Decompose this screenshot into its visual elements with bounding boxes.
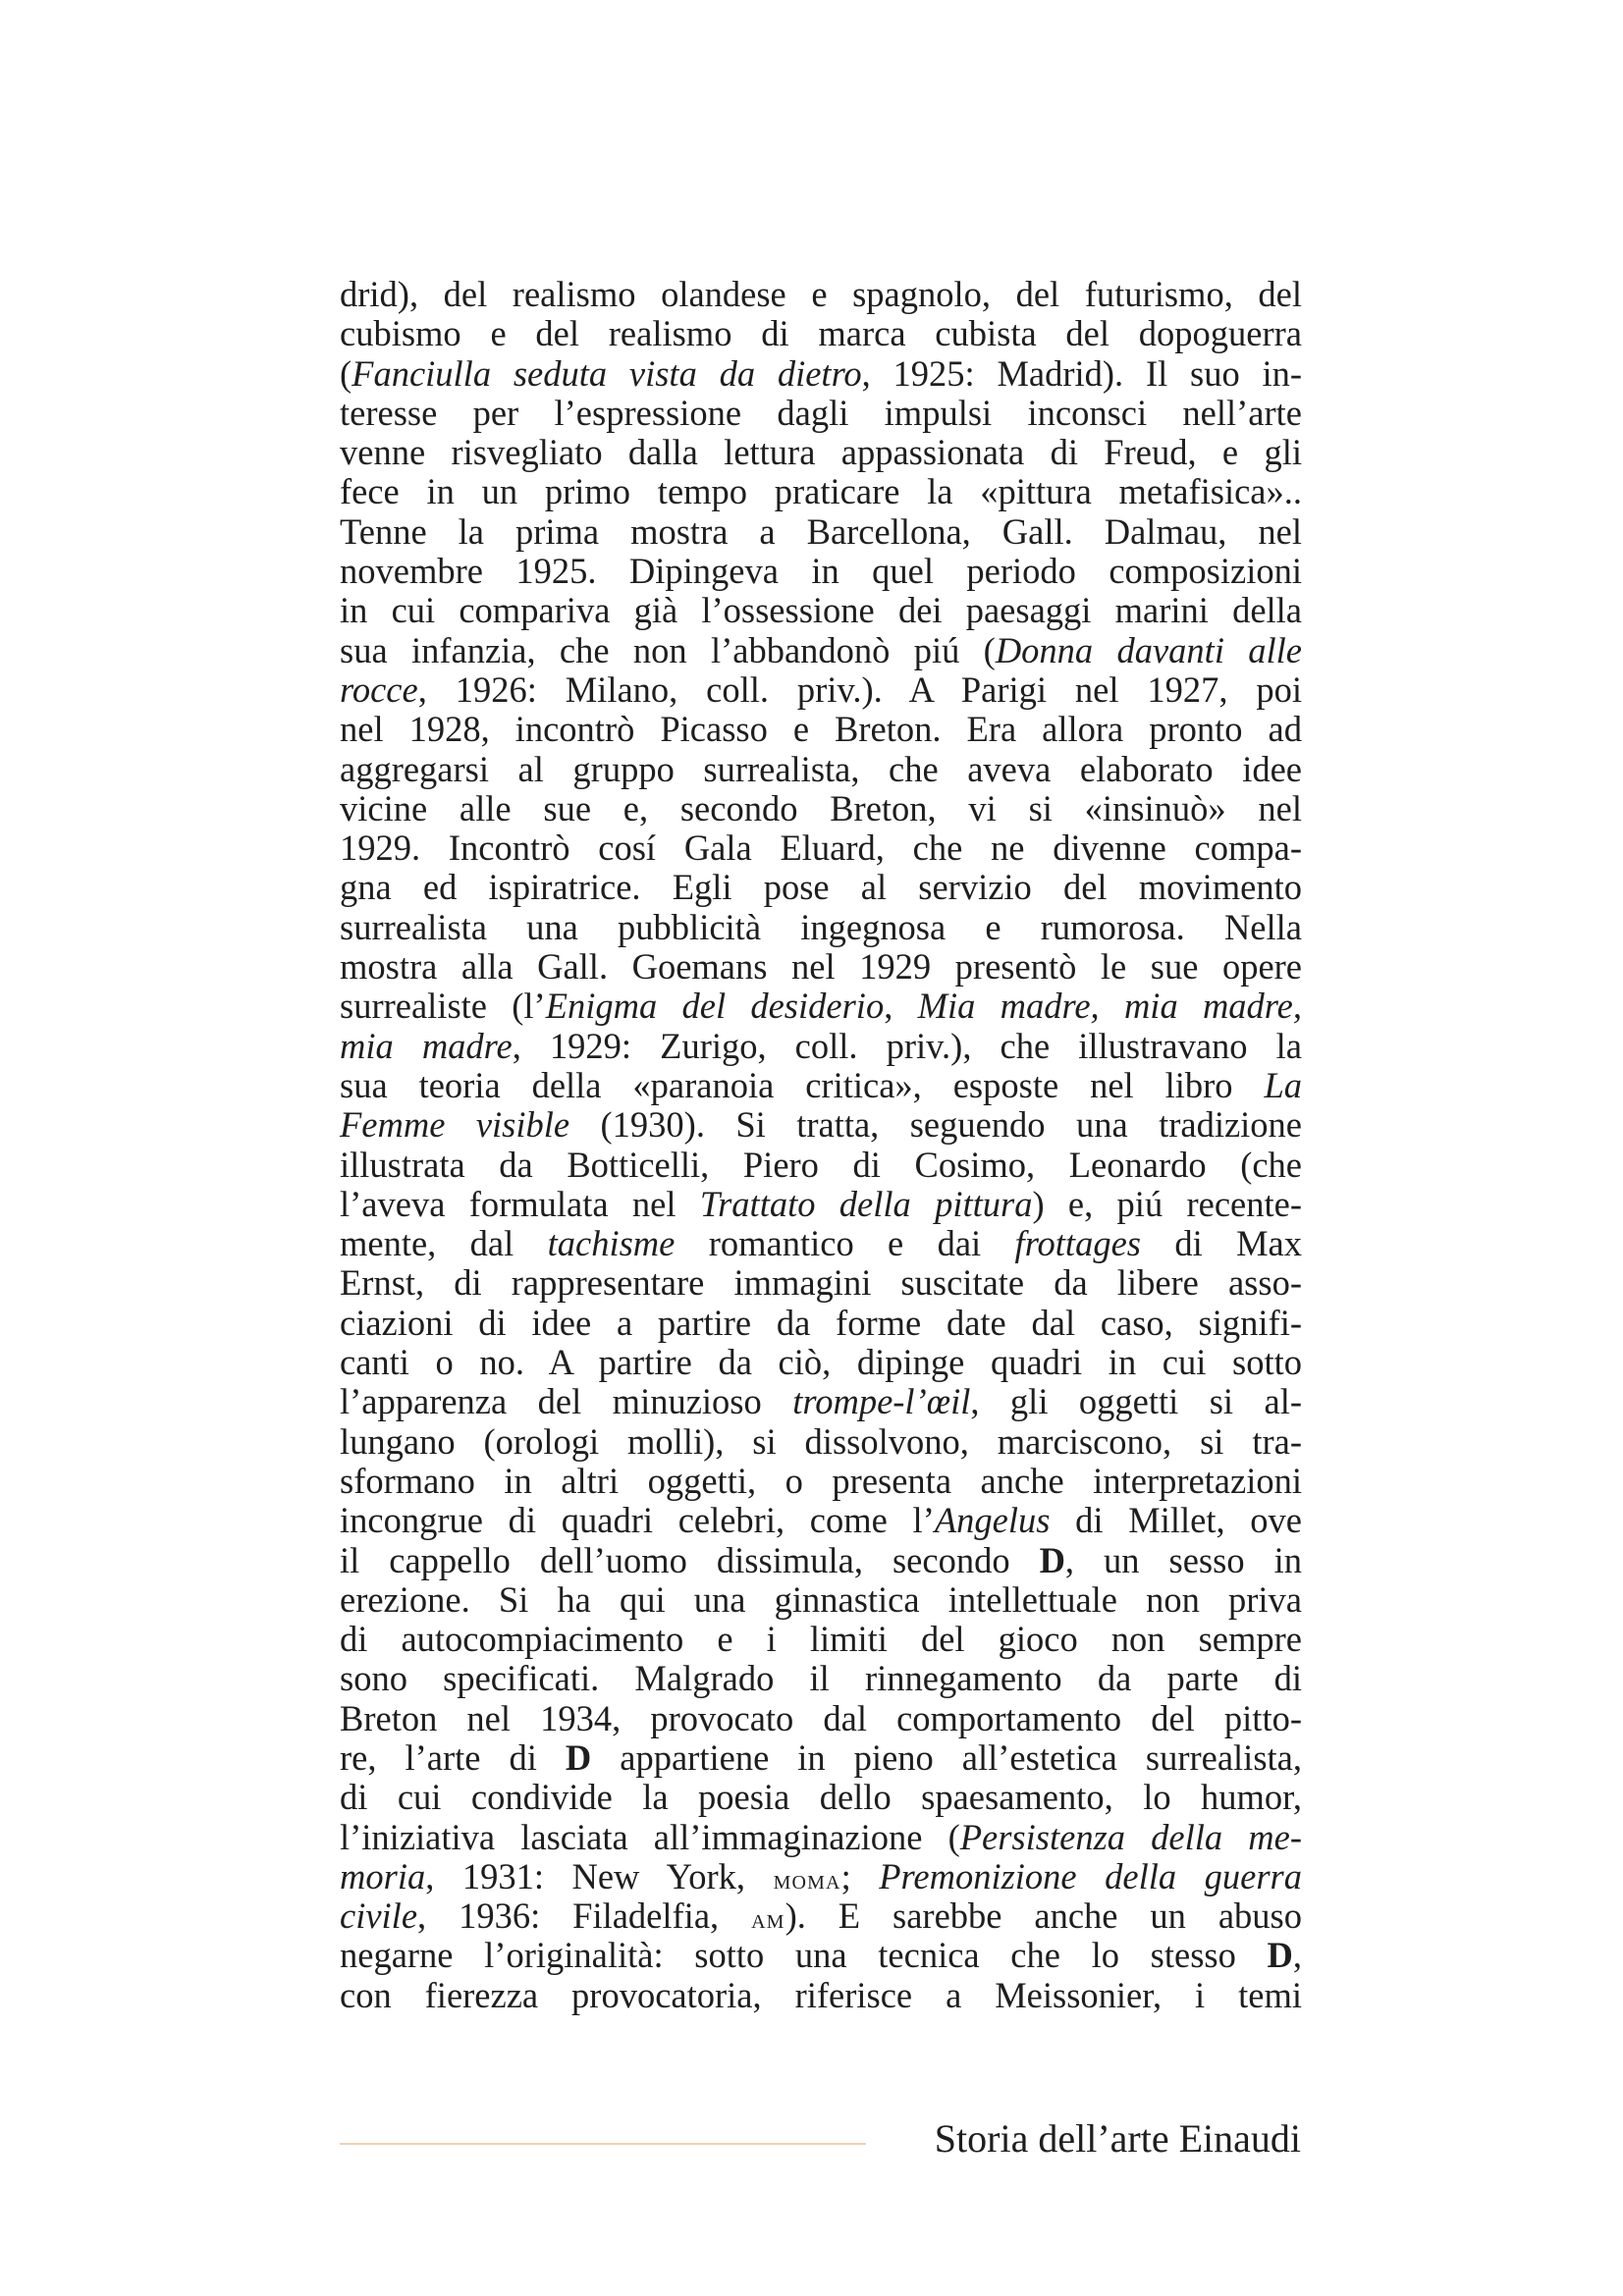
text-segment: vicine alle sue e, secondo Breton, vi si «insinuò» nel — [340, 787, 1302, 828]
text-line — [340, 1896, 1302, 1936]
text-line — [340, 1541, 1302, 1580]
bold-text: D — [1267, 1935, 1293, 1976]
footer-rule — [340, 2143, 866, 2145]
text-line — [340, 512, 1302, 552]
text-segment: il cappello dell’uomo dissimula, secondo — [340, 1539, 1040, 1580]
italic-text: trompe-l’œil — [792, 1381, 971, 1422]
italic-text: civile — [340, 1896, 418, 1937]
text-segment: drid), del realismo olandese e spagnolo, del futurismo, del — [340, 274, 1302, 314]
text-segment: l’apparenza del minuzioso — [340, 1381, 793, 1422]
text-segment: ) e, piú recente- — [1032, 1183, 1303, 1224]
text-segment: nel 1928, incontrò Picasso e Breton. Era allora pronto ad — [340, 709, 1302, 750]
text-segment: sua teoria della «paranoia critica», esposte nel libro — [340, 1064, 1265, 1105]
text-segment: Breton nel 1934, provocato dal comportamento del pitto- — [340, 1697, 1302, 1738]
text-segment: l’aveva formulata nel — [340, 1183, 700, 1224]
italic-text: Mia madre, mia madre, — [917, 986, 1302, 1027]
text-line — [340, 1462, 1302, 1501]
italic-text: Donna davanti alle — [995, 629, 1302, 670]
text-segment: in cui compariva già l’ossessione dei paesaggi marini della — [340, 590, 1302, 631]
text-line — [340, 314, 1302, 353]
text-segment: negarne l’originalità: sotto una tecnica che lo stesso — [340, 1935, 1268, 1976]
text-segment: incongrue di quadri celebri, come l’ — [340, 1500, 935, 1541]
text-segment: lungano (orologi molli), si dissolvono, marciscono, si tra- — [340, 1420, 1302, 1462]
text-segment: , 1936: Filadelfia, — [417, 1896, 752, 1937]
text-line — [340, 1818, 1302, 1857]
text-segment: surrealiste (l’ — [340, 986, 546, 1027]
text-segment: , — [1292, 1935, 1302, 1976]
italic-text: rocce — [340, 668, 418, 710]
italic-text: moria — [340, 1855, 426, 1896]
text-line — [340, 1699, 1302, 1738]
text-segment: di cui condivide la poesia dello spaesamento, lo humor, — [340, 1777, 1302, 1818]
text-line — [340, 631, 1302, 670]
text-segment: con fierezza provocatoria, riferisce a Meissonier, i temi — [340, 1974, 1302, 2015]
text-segment: ). E sarebbe anche un abuso — [784, 1896, 1303, 1937]
text-segment: (1930). Si tratta, seguendo una tradizione — [569, 1104, 1302, 1146]
text-segment: Ernst, di rappresentare immagini suscitate da libere asso- — [340, 1262, 1302, 1304]
text-line — [340, 1263, 1302, 1303]
text-line — [340, 1580, 1302, 1620]
text-line — [340, 1976, 1302, 2015]
italic-text: Premonizione della guerra — [879, 1855, 1302, 1896]
text-segment: , gli oggetti si al- — [970, 1381, 1303, 1422]
text-segment: , 1925: Madrid). Il suo in- — [861, 352, 1302, 394]
text-segment: mostra alla Gall. Goemans nel 1929 presentò le sue opere — [340, 946, 1302, 988]
text-line — [340, 1936, 1302, 1975]
body-text — [340, 275, 1302, 2015]
text-line — [340, 552, 1302, 591]
text-line — [340, 1304, 1302, 1343]
text-segment: gna ed ispiratrice. Egli pose al servizio del movimento — [340, 867, 1302, 908]
text-segment: fece in un primo tempo praticare la «pittura metafisica».. — [340, 471, 1302, 512]
italic-text: Persistenza della me- — [959, 1816, 1302, 1857]
text-segment: sono specificati. Malgrado il rinnegamento da parte di — [340, 1658, 1302, 1699]
text-line — [340, 433, 1302, 472]
text-line — [340, 1659, 1302, 1698]
text-line — [340, 1501, 1302, 1540]
text-line — [340, 1382, 1302, 1421]
text-line — [340, 1857, 1302, 1896]
text-segment: illustrata da Botticelli, Piero di Cosimo, Leonardo (che — [340, 1144, 1302, 1185]
text-segment: , 1926: Milano, coll. priv.). A Parigi nel 1927, poi — [417, 668, 1302, 710]
text-segment: re, l’arte di — [340, 1736, 566, 1778]
text-segment: mente, dal — [340, 1223, 548, 1264]
text-line — [340, 1620, 1302, 1659]
text-line — [340, 394, 1302, 433]
text-line — [340, 710, 1302, 749]
text-segment: erezione. Si ha qui una ginnastica intellettuale non priva — [340, 1578, 1302, 1620]
text-line — [340, 591, 1302, 630]
small-caps-text: am — [751, 1904, 785, 1936]
text-segment: novembre 1925. Dipingeva in quel periodo composizioni — [340, 551, 1302, 592]
italic-text: Angelus — [934, 1500, 1051, 1541]
text-segment: teresse per l’espressione dagli impulsi inconsci nell’arte — [340, 392, 1302, 433]
text-segment: ; — [840, 1855, 880, 1896]
text-segment: l’iniziativa lasciata all’immaginazione ( — [340, 1816, 960, 1857]
text-segment: ( — [340, 352, 352, 394]
text-segment: aggregarsi al gruppo surrealista, che aveva elaborato idee — [340, 748, 1302, 789]
text-segment: di Max — [1140, 1223, 1302, 1264]
text-line — [340, 1027, 1302, 1066]
text-segment: appartiene in pieno all’estetica surrealista, — [591, 1736, 1302, 1778]
text-line — [340, 275, 1302, 314]
text-segment: ciazioni di idee a partire da forme date dal caso, signifi- — [340, 1302, 1302, 1343]
text-line — [340, 670, 1302, 710]
text-line — [340, 1343, 1302, 1382]
text-segment: sformano in altri oggetti, o presenta anche interpretazioni — [340, 1460, 1302, 1501]
text-line — [340, 947, 1302, 987]
italic-text: Femme visible — [340, 1104, 570, 1146]
text-line — [340, 750, 1302, 789]
italic-text: Trattato della pittura — [699, 1183, 1033, 1224]
text-line — [340, 987, 1302, 1026]
text-segment: , 1931: New York, — [425, 1855, 774, 1896]
text-segment: cubismo e del realismo di marca cubista del dopoguerra — [340, 313, 1302, 354]
text-line — [340, 1224, 1302, 1263]
text-segment: sua infanzia, che non l’abbandonò piú ( — [340, 629, 996, 670]
text-line — [340, 789, 1302, 828]
text-segment: di autocompiacimento e i limiti del gioco non sempre — [340, 1619, 1302, 1660]
text-line — [340, 1738, 1302, 1778]
text-line — [340, 828, 1302, 868]
italic-text: La — [1264, 1064, 1302, 1105]
italic-text: Enigma del desiderio — [545, 986, 885, 1027]
text-line — [340, 1146, 1302, 1185]
text-line — [340, 1422, 1302, 1462]
text-line — [340, 354, 1302, 394]
text-segment: romantico e dai — [675, 1223, 1015, 1264]
text-segment: canti o no. A partire da ciò, dipinge quadri in cui sotto — [340, 1342, 1302, 1383]
small-caps-text: moma — [773, 1864, 841, 1896]
text-segment: , 1929: Zurigo, coll. priv.), che illustravano la — [512, 1025, 1302, 1066]
text-segment: 1929. Incontrò cosí Gala Eluard, che ne divenne compa- — [340, 828, 1302, 869]
text-segment: Tenne la prima mostra a Barcellona, Gall. Dalmau, nel — [340, 510, 1302, 552]
text-segment: , un sesso in — [1064, 1539, 1302, 1580]
text-line — [340, 1778, 1302, 1817]
text-line — [340, 1066, 1302, 1105]
italic-text: mia madre — [340, 1025, 513, 1066]
footer-title: Storia dell’arte Einaudi — [934, 2116, 1301, 2161]
italic-text: Fanciulla seduta vista da dietro — [352, 352, 862, 394]
text-line — [340, 472, 1302, 511]
text-segment: surrealista una pubblicità ingegnosa e rumorosa. Nella — [340, 906, 1302, 947]
text-segment: , — [884, 986, 918, 1027]
text-segment: venne risvegliato dalla lettura appassionata di Freud, e gli — [340, 432, 1302, 473]
italic-text: frottages — [1014, 1223, 1141, 1264]
text-line — [340, 1105, 1302, 1145]
text-segment: di Millet, ove — [1050, 1500, 1302, 1541]
text-line — [340, 908, 1302, 947]
italic-text: tachisme — [547, 1223, 676, 1264]
bold-text: D — [1039, 1539, 1065, 1580]
text-line — [340, 1185, 1302, 1224]
text-line — [340, 868, 1302, 907]
bold-text: D — [565, 1736, 592, 1778]
